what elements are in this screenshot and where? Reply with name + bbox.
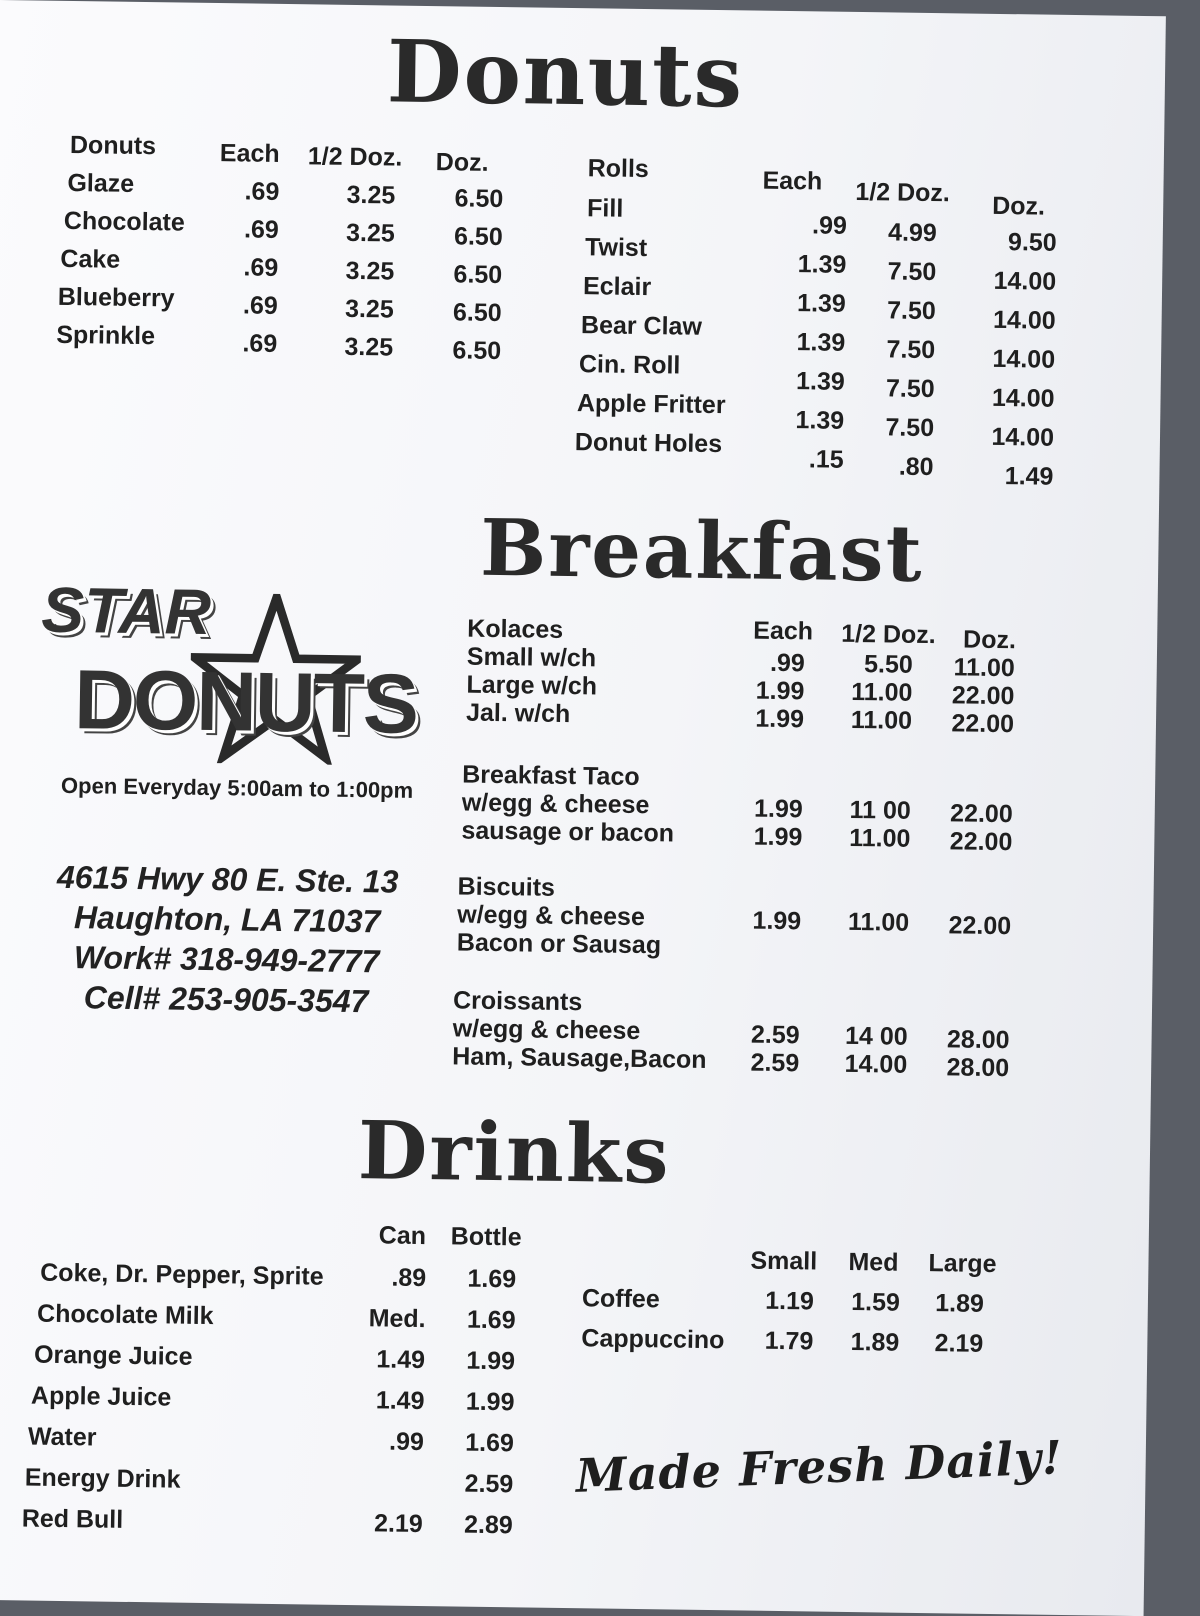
rolls-col-name-header: Rolls <box>587 154 650 184</box>
donut-price-half-doz: 3.25 <box>345 256 395 286</box>
breakfast-price-doz: 28.00 <box>946 1053 1010 1083</box>
hot-drink-name: Coffee <box>581 1284 660 1314</box>
drink-item-name: Coke, Dr. Pepper, Sprite <box>40 1258 324 1291</box>
roll-price-doz: 14.00 <box>993 266 1057 296</box>
donut-item-name: Glaze <box>67 168 135 198</box>
drink-price-bottle: 1.69 <box>467 1264 517 1294</box>
roll-item-name: Donut Holes <box>574 428 723 459</box>
roll-price-doz: 9.50 <box>1007 228 1057 257</box>
hot-price-large: 2.19 <box>934 1329 984 1358</box>
drink-price-can: Med. <box>368 1304 426 1334</box>
breakfast-item-name: sausage or bacon <box>461 816 675 848</box>
roll-price-each: 1.39 <box>797 250 847 279</box>
roll-price-half-doz: 7.50 <box>885 413 935 443</box>
rolls-col-doz-header: Doz. <box>992 191 1046 221</box>
breakfast-price-doz: 28.00 <box>946 1025 1010 1055</box>
breakfast-group-name: Biscuits <box>457 872 556 902</box>
drink-price-bottle: 1.69 <box>466 1305 516 1335</box>
donut-price-doz: 6.50 <box>452 336 502 366</box>
donut-price-half-doz: 3.25 <box>346 180 396 210</box>
drink-item-name: Water <box>27 1422 97 1452</box>
roll-price-doz: 14.00 <box>992 305 1056 335</box>
logo-line-star: STAR <box>40 573 212 649</box>
hot-price-small: 1.19 <box>765 1286 815 1316</box>
donut-item-name: Sprinkle <box>56 320 156 351</box>
breakfast-price-half-doz: 11 00 <box>849 795 911 825</box>
donut-price-half-doz: 3.25 <box>344 294 394 324</box>
drink-price-can: 2.19 <box>373 1509 423 1539</box>
drink-price-can: 1.49 <box>375 1386 425 1416</box>
roll-item-name: Twist <box>584 233 648 263</box>
hot-price-large: 1.89 <box>935 1289 985 1318</box>
donut-col-doz-header: Doz. <box>435 148 489 177</box>
hot-col-small-header: Small <box>750 1246 818 1276</box>
roll-price-each: 1.39 <box>795 367 845 396</box>
breakfast-price-half-doz: 11.00 <box>850 705 913 735</box>
breakfast-item-name: Jal. w/ch <box>465 698 571 729</box>
rolls-col-each-header: Each <box>762 166 823 196</box>
drink-item-name: Apple Juice <box>30 1381 172 1412</box>
store-hours: Open Everyday 5:00am to 1:00pm <box>60 772 414 803</box>
hot-col-med-header: Med <box>848 1247 899 1277</box>
breakfast-price-doz: 22.00 <box>949 799 1013 829</box>
roll-price-each: .99 <box>811 211 848 240</box>
breakfast-item-name: Ham, Sausage,Bacon <box>452 1042 707 1074</box>
donut-price-half-doz: 3.25 <box>345 218 395 248</box>
donut-price-each: .69 <box>242 329 278 358</box>
breakfast-price-each: 1.99 <box>753 822 803 852</box>
roll-item-name: Apple Fritter <box>576 389 726 420</box>
roll-price-each: 1.39 <box>796 289 847 318</box>
donut-item-name: Cake <box>60 244 121 274</box>
breakfast-price-each: 1.99 <box>755 704 805 734</box>
breakfast-price-doz: 22.00 <box>951 709 1015 739</box>
logo-line-donuts: DONUTS <box>73 652 418 751</box>
drink-item-name: Energy Drink <box>24 1463 181 1494</box>
breakfast-price-each: 1.99 <box>753 794 803 824</box>
drink-item-name: Chocolate Milk <box>36 1299 214 1331</box>
donuts-title: Donuts <box>386 21 745 128</box>
cold-col-bottle-header: Bottle <box>450 1222 522 1252</box>
cell-phone: Cell# 253-905-3547 <box>83 979 369 1020</box>
hot-drink-name: Cappuccino <box>581 1324 725 1355</box>
drinks-title: Drinks <box>357 1103 672 1202</box>
breakfast-price-half-doz: 11.00 <box>851 677 913 707</box>
breakfast-price-doz: 11.00 <box>953 653 1015 683</box>
breakfast-price-doz: 22.00 <box>948 911 1012 941</box>
breakfast-price-half-doz: 14 00 <box>844 1021 908 1051</box>
breakfast-price-each: 2.59 <box>750 1020 800 1050</box>
drink-price-bottle: 1.69 <box>465 1428 515 1458</box>
roll-price-each: 1.39 <box>796 328 846 357</box>
breakfast-col-doz-header: Doz. <box>962 625 1017 655</box>
donut-price-each: .69 <box>243 215 280 244</box>
cold-col-can-header: Can <box>378 1221 427 1251</box>
breakfast-item-name: w/egg & cheese <box>452 1014 641 1046</box>
roll-price-each: .15 <box>808 445 844 474</box>
roll-price-doz: 14.00 <box>991 422 1055 452</box>
address-street: 4615 Hwy 80 E. Ste. 13 <box>56 858 399 900</box>
breakfast-group-name: Croissants <box>452 986 583 1017</box>
roll-price-doz: 14.00 <box>992 344 1056 374</box>
hot-price-med: 1.59 <box>851 1288 901 1317</box>
roll-item-name: Cin. Roll <box>578 350 681 380</box>
roll-item-name: Fill <box>586 194 624 223</box>
roll-item-name: Bear Claw <box>580 311 703 341</box>
roll-price-half-doz: 7.50 <box>885 374 935 404</box>
breakfast-group-name: Kolaces <box>467 614 564 644</box>
roll-price-doz: 14.00 <box>991 383 1055 413</box>
roll-price-each: 1.39 <box>795 406 845 435</box>
hot-col-large-header: Large <box>928 1249 997 1279</box>
roll-price-half-doz: 7.50 <box>886 335 936 365</box>
breakfast-item-name: Bacon or Sausag <box>456 928 662 960</box>
roll-item-name: Eclair <box>582 272 652 302</box>
breakfast-price-each: .99 <box>769 648 806 678</box>
drink-price-can: 1.49 <box>376 1345 426 1375</box>
roll-price-half-doz: .80 <box>898 452 934 482</box>
roll-price-half-doz: 4.99 <box>887 218 938 248</box>
drink-price-bottle: 2.59 <box>464 1469 514 1499</box>
rolls-col-half-header: 1/2 Doz. <box>855 177 951 208</box>
work-phone: Work# 318-949-2777 <box>73 939 380 980</box>
breakfast-price-doz: 22.00 <box>951 681 1015 711</box>
breakfast-price-half-doz: 14.00 <box>844 1049 908 1079</box>
donut-col-each-header: Each <box>219 139 280 168</box>
breakfast-price-each: 1.99 <box>755 676 805 706</box>
donut-price-each: .69 <box>242 291 278 320</box>
donut-price-each: .69 <box>244 177 280 206</box>
donut-col-half-header: 1/2 Doz. <box>307 142 403 172</box>
donut-price-each: .69 <box>243 253 279 282</box>
breakfast-item-name: Small w/ch <box>466 642 597 673</box>
drink-item-name: Orange Juice <box>33 1340 193 1371</box>
donut-price-doz: 6.50 <box>454 184 504 214</box>
breakfast-price-half-doz: 11.00 <box>849 823 911 853</box>
breakfast-item-name: w/egg & cheese <box>461 788 650 820</box>
breakfast-item-name: w/egg & cheese <box>457 900 646 932</box>
breakfast-price-each: 1.99 <box>752 906 802 936</box>
drink-item-name: Red Bull <box>21 1504 124 1534</box>
breakfast-col-half-header: 1/2 Doz. <box>841 619 936 650</box>
breakfast-title: Breakfast <box>479 502 925 600</box>
breakfast-group-name: Breakfast Taco <box>462 760 640 792</box>
drink-price-bottle: 2.89 <box>463 1510 513 1540</box>
roll-price-half-doz: 7.50 <box>886 296 936 326</box>
breakfast-col-each-header: Each <box>753 616 814 646</box>
tagline: Made Fresh Daily! <box>574 1430 1064 1503</box>
drink-price-can: .99 <box>388 1427 425 1457</box>
breakfast-price-doz: 22.00 <box>949 827 1013 857</box>
roll-price-doz: 1.49 <box>1004 462 1054 491</box>
drink-price-can: .89 <box>391 1263 427 1293</box>
breakfast-price-half-doz: 5.50 <box>863 650 914 679</box>
address-city: Haughton, LA 71037 <box>73 899 381 940</box>
donut-item-name: Chocolate <box>63 206 185 237</box>
donut-price-doz: 6.50 <box>453 260 503 290</box>
breakfast-item-name: Large w/ch <box>466 670 598 701</box>
donut-price-doz: 6.50 <box>452 298 502 328</box>
donut-price-doz: 6.50 <box>453 222 503 252</box>
donut-item-name: Blueberry <box>57 282 175 313</box>
drink-price-bottle: 1.99 <box>466 1346 516 1376</box>
roll-price-half-doz: 7.50 <box>887 257 937 287</box>
hot-price-small: 1.79 <box>764 1326 814 1356</box>
hot-price-med: 1.89 <box>850 1328 900 1357</box>
breakfast-price-each: 2.59 <box>750 1048 800 1078</box>
donut-col-name-header: Donuts <box>69 130 157 161</box>
donut-price-half-doz: 3.25 <box>344 332 394 362</box>
drink-price-bottle: 1.99 <box>465 1387 515 1417</box>
breakfast-price-half-doz: 11.00 <box>847 907 910 937</box>
